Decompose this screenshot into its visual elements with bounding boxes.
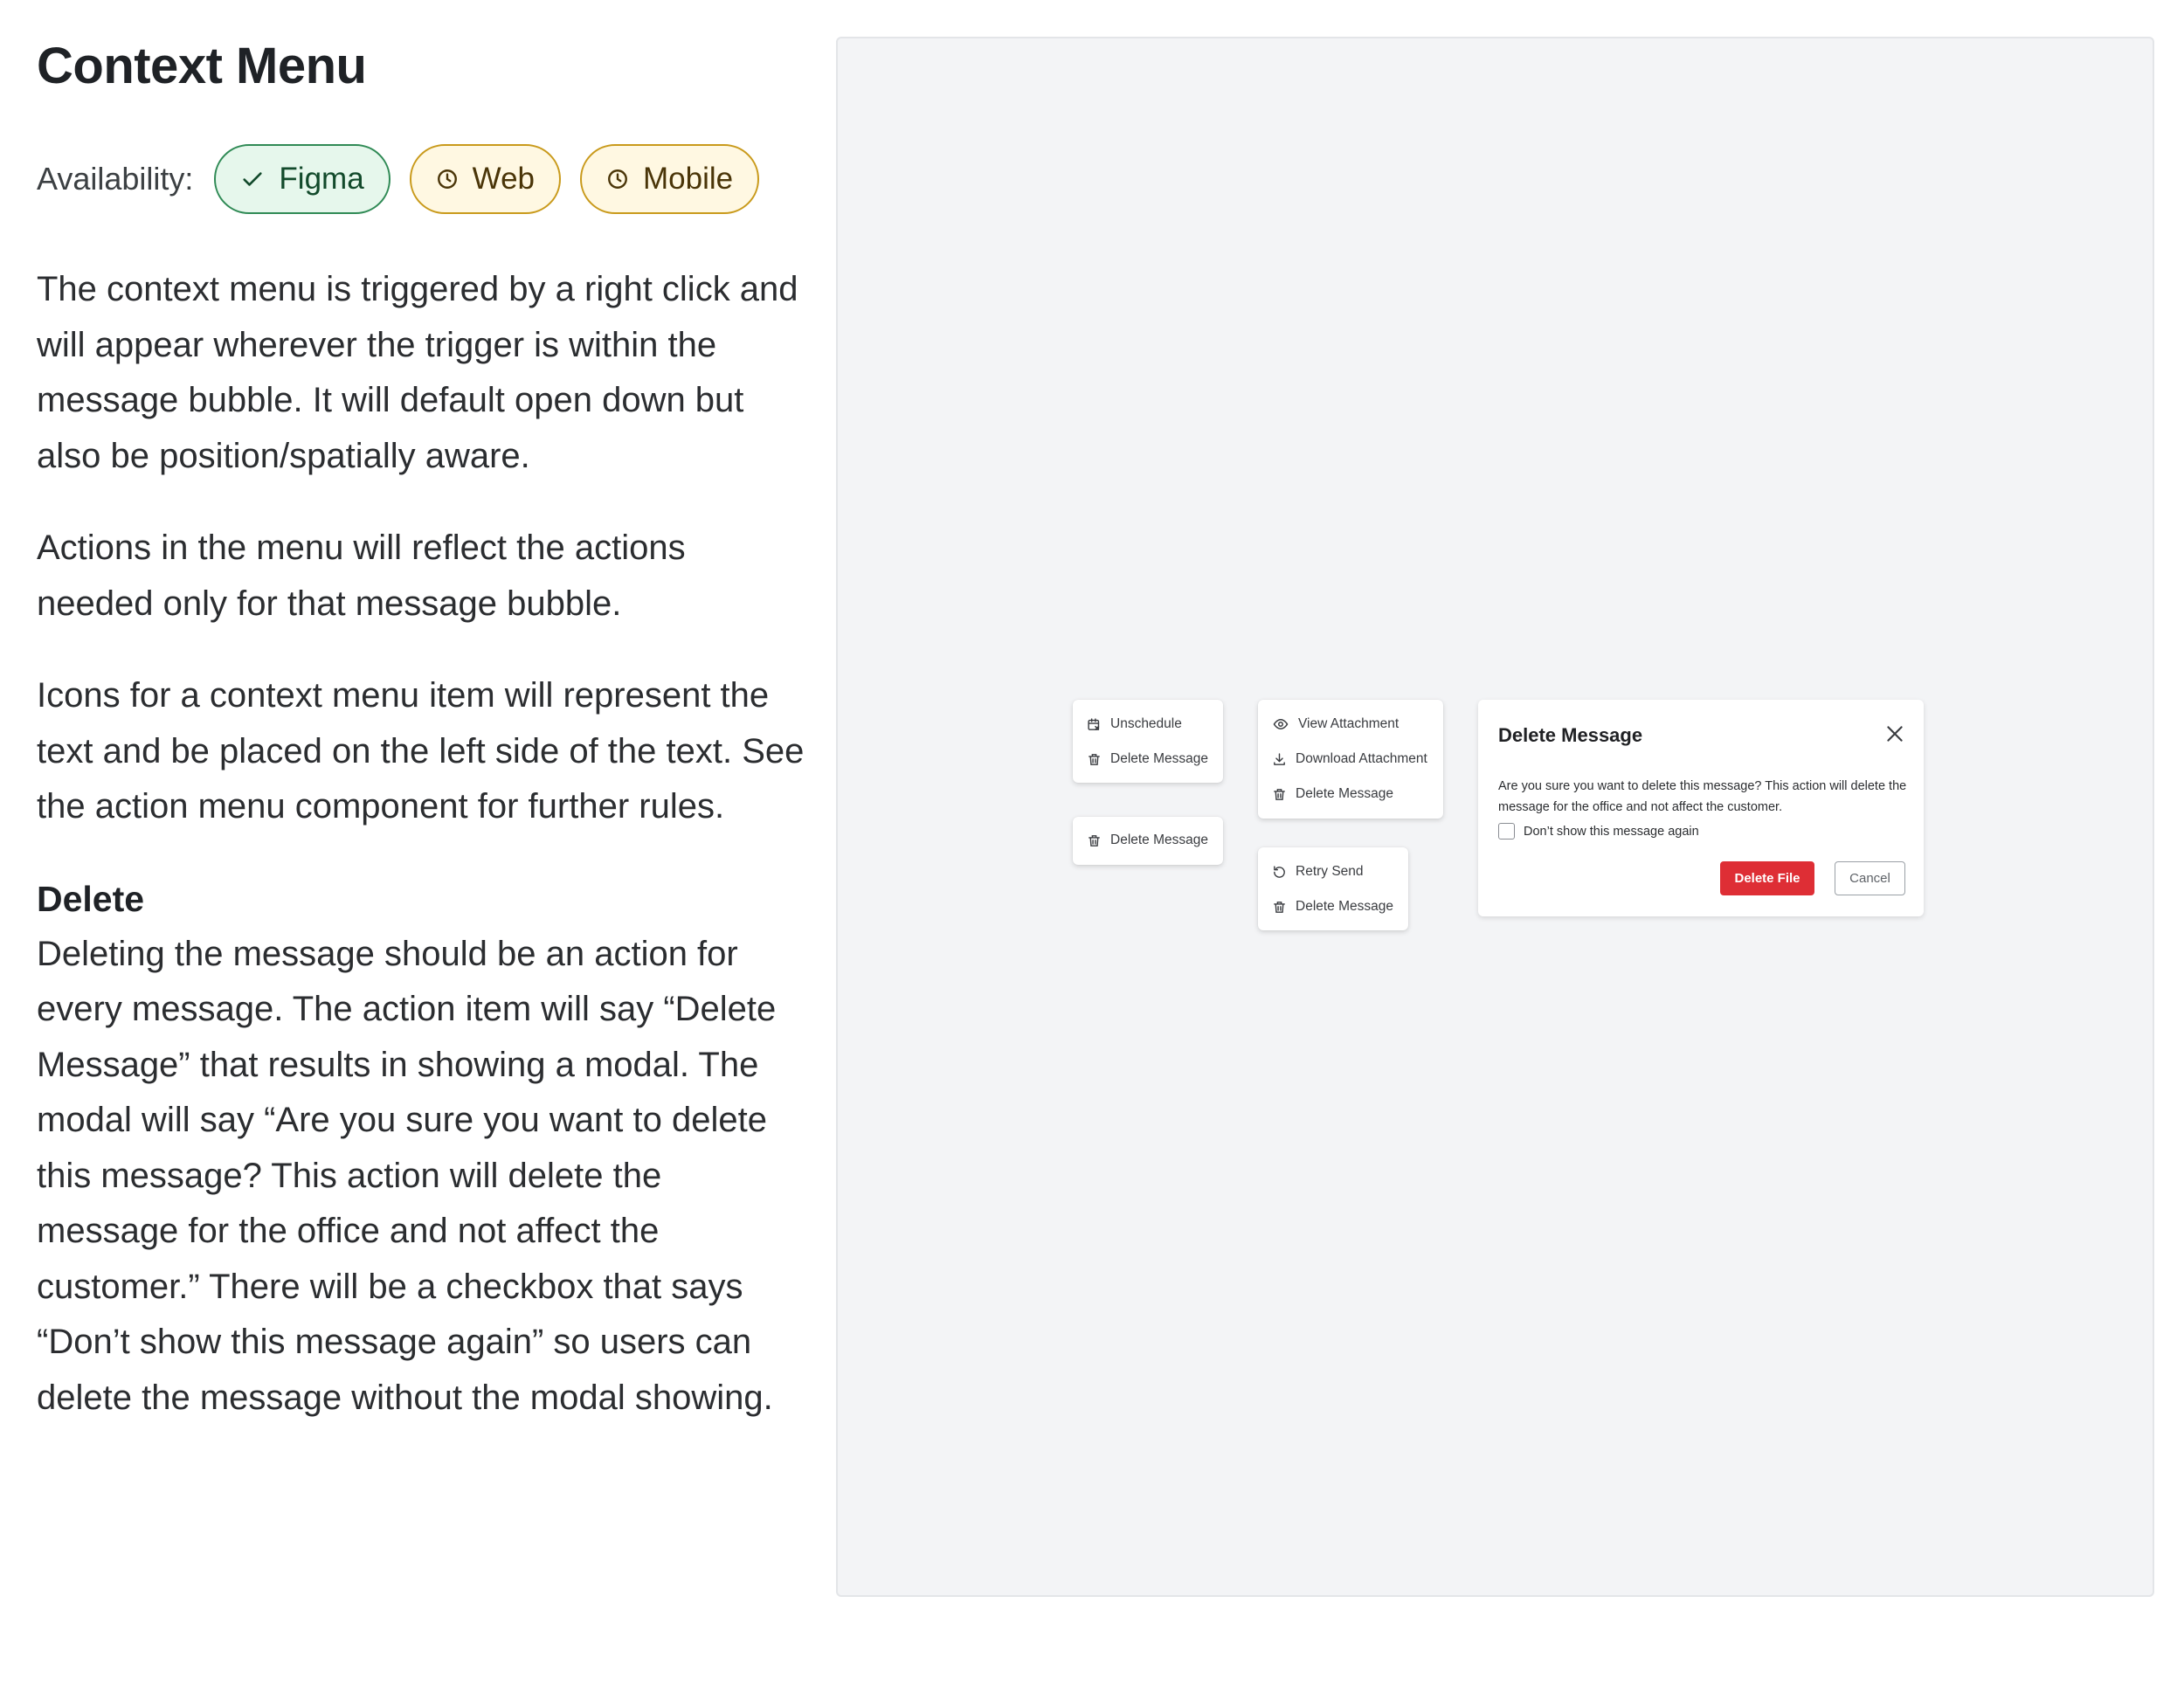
- delete-file-button[interactable]: Delete File: [1720, 861, 1814, 895]
- availability-label: Availability:: [37, 161, 194, 197]
- platform-pill-web: [410, 144, 561, 214]
- clock-icon: [606, 168, 629, 190]
- platform-label: Mobile: [643, 162, 734, 196]
- delete-section-heading: Delete: [37, 878, 145, 919]
- context-menu-scheduled: [1073, 700, 1223, 783]
- checkbox-label: Don’t show this message again: [1524, 824, 1699, 839]
- availability-row: [37, 143, 805, 215]
- calendar-x-icon: [1087, 717, 1102, 732]
- context-menu-attachment: [1258, 700, 1443, 819]
- menu-item-delete-message[interactable]: [1073, 742, 1223, 777]
- menu-item-label: Delete Message: [1110, 833, 1209, 847]
- platform-label: Web: [472, 162, 536, 196]
- retry-icon: [1272, 865, 1287, 880]
- menu-item-retry-send[interactable]: [1258, 854, 1408, 889]
- menu-item-view-attachment[interactable]: [1258, 707, 1443, 742]
- delete-message-modal: [1478, 700, 1924, 916]
- documentation-column: [37, 35, 805, 1426]
- trash-icon: [1272, 900, 1287, 915]
- cancel-button[interactable]: Cancel: [1835, 861, 1905, 895]
- check-icon: [240, 167, 265, 191]
- eye-icon: [1272, 716, 1289, 732]
- close-icon[interactable]: [1883, 722, 1906, 745]
- menu-item-delete-message[interactable]: [1258, 777, 1443, 812]
- clock-icon: [436, 168, 459, 190]
- menu-item-delete-message[interactable]: [1073, 823, 1223, 858]
- trash-icon: [1087, 752, 1102, 767]
- description-paragraph: Actions in the menu will reflect the actions needed only for that message bubble.: [37, 529, 686, 623]
- menu-item-label: Download Attachment: [1296, 751, 1427, 766]
- page-title: Context Menu: [37, 38, 367, 94]
- menu-item-label: Delete Message: [1296, 786, 1394, 801]
- menu-item-unschedule[interactable]: [1073, 707, 1223, 742]
- platform-pill-mobile: [580, 144, 759, 214]
- menu-item-label: View Attachment: [1298, 716, 1400, 731]
- menu-item-label: Delete Message: [1296, 899, 1394, 914]
- trash-icon: [1272, 787, 1287, 802]
- download-icon: [1272, 752, 1287, 767]
- trash-icon: [1087, 833, 1102, 848]
- delete-section-text: Deleting the message should be an action for every message. The action item will say “Delete Message” that results in showing a modal. The modal will say “Are you sure you want to delete this message? This action will delete the message for the office and not affect the customer.” There will be a checkbox that says “Don’t show this message again” so users can delete the message without the modal showing.: [37, 934, 777, 1417]
- dont-show-again-row: [1498, 823, 1699, 840]
- modal-body-text: Are you sure you want to delete this message? This action will delete the message for the office and not affect the customer.: [1498, 779, 1907, 814]
- description-paragraph: Icons for a context menu item will represent the text and be placed on the left side of the text. See the action menu component for further rules.: [37, 676, 805, 826]
- context-menu-basic: [1073, 817, 1223, 865]
- platform-label: Figma: [279, 162, 364, 196]
- menu-item-label: Retry Send: [1296, 864, 1364, 879]
- dont-show-again-checkbox[interactable]: [1498, 823, 1515, 840]
- menu-item-label: Delete Message: [1110, 751, 1209, 766]
- modal-title: Delete Message: [1498, 724, 1643, 746]
- platform-pill-figma: [214, 144, 390, 214]
- menu-item-delete-message[interactable]: [1258, 889, 1408, 924]
- menu-item-download-attachment[interactable]: [1258, 742, 1443, 777]
- context-menu-failed: [1258, 847, 1408, 930]
- menu-item-label: Unschedule: [1110, 716, 1182, 731]
- description-paragraph: The context menu is triggered by a right click and will appear wherever the trigger is within the message bubble. It will default open down but also be position/spatially aware.: [37, 270, 798, 475]
